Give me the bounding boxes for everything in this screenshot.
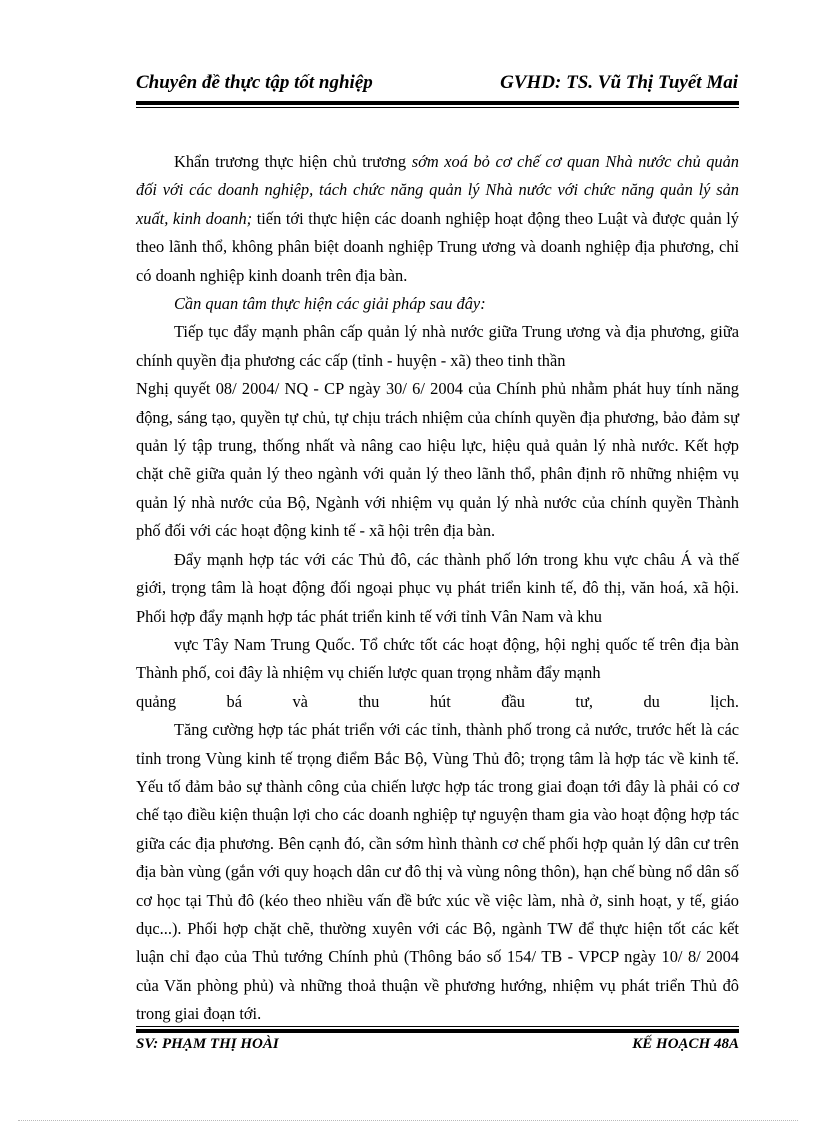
- document-body: [136, 148, 739, 1029]
- word: bá: [226, 691, 243, 711]
- footer-class: KẾ HOẠCH 48A: [632, 1036, 739, 1052]
- word: thu: [358, 691, 380, 711]
- page-footer: [136, 1036, 739, 1058]
- paragraph-4-start: Đẩy mạnh hợp tác với các Thủ đô, các thành phố lớn trong khu vực châu Á và thế giới, trọng tâm là hoạt động đối ngoại phục vụ phát triển kinh tế, đô thị, văn hoá, xã hội. Phối hợp đẩy mạnh hợp tác phát triển kinh tế với tỉnh Vân Nam và khu: [136, 549, 739, 626]
- paragraph-3-text: Nghị quyết 08/ 2004/ NQ - CP ngày 30/ 6/ 2004 của Chính phủ nhằm phát huy tính năng động, sáng tạo, quyền tự chủ, tự chịu trách nhiệm của chính quyền địa phương, bảo đảm sự quản lý tập trung, thống nhất và nâng cao hiệu lực, hiệu quả quản lý nhà nước. Kết hợp chặt chẽ giữa quản lý theo ngành với quản lý theo lãnh thổ, phân định rõ những nhiệm vụ quản lý nhà nước của Bộ, Ngành với nhiệm vụ quản lý nhà nước của chính quyền Thành phố đối với các hoạt động kinh tế - xã hội trên địa bàn.: [136, 379, 739, 541]
- paragraph-2-heading: Cần quan tâm thực hiện các giải pháp sau đây:: [174, 294, 486, 314]
- word: lịch.: [710, 691, 739, 711]
- word: và: [292, 691, 308, 711]
- bottom-divider: [18, 1120, 798, 1121]
- paragraph-3-start: Tiếp tục đẩy mạnh phân cấp quản lý nhà nước giữa Trung ương và địa phương, giữa chính quyền địa phương các cấp (tỉnh - huyện - xã) theo tinh thần: [136, 322, 739, 370]
- word: đầu: [501, 691, 525, 711]
- paragraph-1-italic: sớm xoá bỏ cơ chế cơ quan Nhà nước chủ quản đối với các doanh nghiệp, tách chức năng quản lý Nhà nước với chức năng quản lý sản xuất, kinh doanh;: [136, 152, 739, 228]
- footer-rule-thin: [136, 1026, 739, 1027]
- footer-rule-thick: [136, 1029, 739, 1033]
- paragraph-1-lead: Khẩn trương thực hiện chủ trương: [174, 152, 412, 171]
- word: du: [643, 691, 660, 711]
- paragraph-3-cont: [136, 375, 739, 545]
- paragraph-4-last-line: [136, 688, 739, 716]
- paragraph-1-tail: tiến tới thực hiện các doanh nghiệp hoạt động theo Luật và được quản lý theo lãnh thổ, không phân biệt doanh nghiệp Trung ương và doanh nghiệp địa phương, chỉ có doanh nghiệp kinh doanh trên địa bàn.: [136, 208, 740, 285]
- word: quảng: [136, 691, 177, 711]
- page-header: [136, 72, 738, 98]
- paragraph-5: Tăng cường hợp tác phát triển với các tỉnh, thành phố trong cả nước, trước hết là các tỉnh trong Vùng kinh tế trọng điểm Bắc Bộ, Vùng Thủ đô; trọng tâm là hợp tác về kinh tế. Yếu tố đảm bảo sự thành công của chiến lược hợp tác trong giai đoạn tới đây là phải có cơ chế tạo điều kiện thuận lợi cho các doanh nghiệp tự nguyện tham gia vào hoạt động hợp tác giữa các địa phương. Bên cạnh đó, cần sớm hình thành cơ chế phối hợp quản lý dân cư trên địa bàn vùng (gắn với quy hoạch dân cư đô thị và vùng nông thôn), hạn chế bùng nổ dân số cơ học tại Thủ đô (kéo theo nhiều vấn đề bức xúc về việc làm, nhà ở, sinh hoạt, y tế, giáo dục...). Phối hợp chặt chẽ, thường xuyên với các Bộ, ngành TW để thực hiện tốt các kết luận chỉ đạo của Thủ tướng Chính phủ (Thông báo số 154/ TB - VPCP ngày 10/ 8/ 2004 của Văn phòng phủ) và những thoả thuận về phương hướng, nhiệm vụ phát triển Thủ đô trong giai đoạn tới.: [136, 720, 739, 1024]
- footer-student: SV: PHẠM THỊ HOÀI: [136, 1036, 279, 1052]
- header-rule-thin: [136, 107, 739, 108]
- header-title: Chuyên đề thực tập tốt nghiệp: [136, 72, 373, 93]
- paragraph-1: [136, 148, 739, 290]
- word: tư,: [575, 691, 593, 711]
- paragraph-4-cont: vực Tây Nam Trung Quốc. Tổ chức tốt các hoạt động, hội nghị quốc tế trên địa bàn Thành phố, coi đây là nhiệm vụ chiến lược quan trọng nhằm đẩy mạnh: [136, 634, 739, 683]
- header-advisor: GVHD: TS. Vũ Thị Tuyết Mai: [500, 72, 738, 93]
- header-rule-thick: [136, 101, 739, 105]
- word: hút: [429, 691, 451, 711]
